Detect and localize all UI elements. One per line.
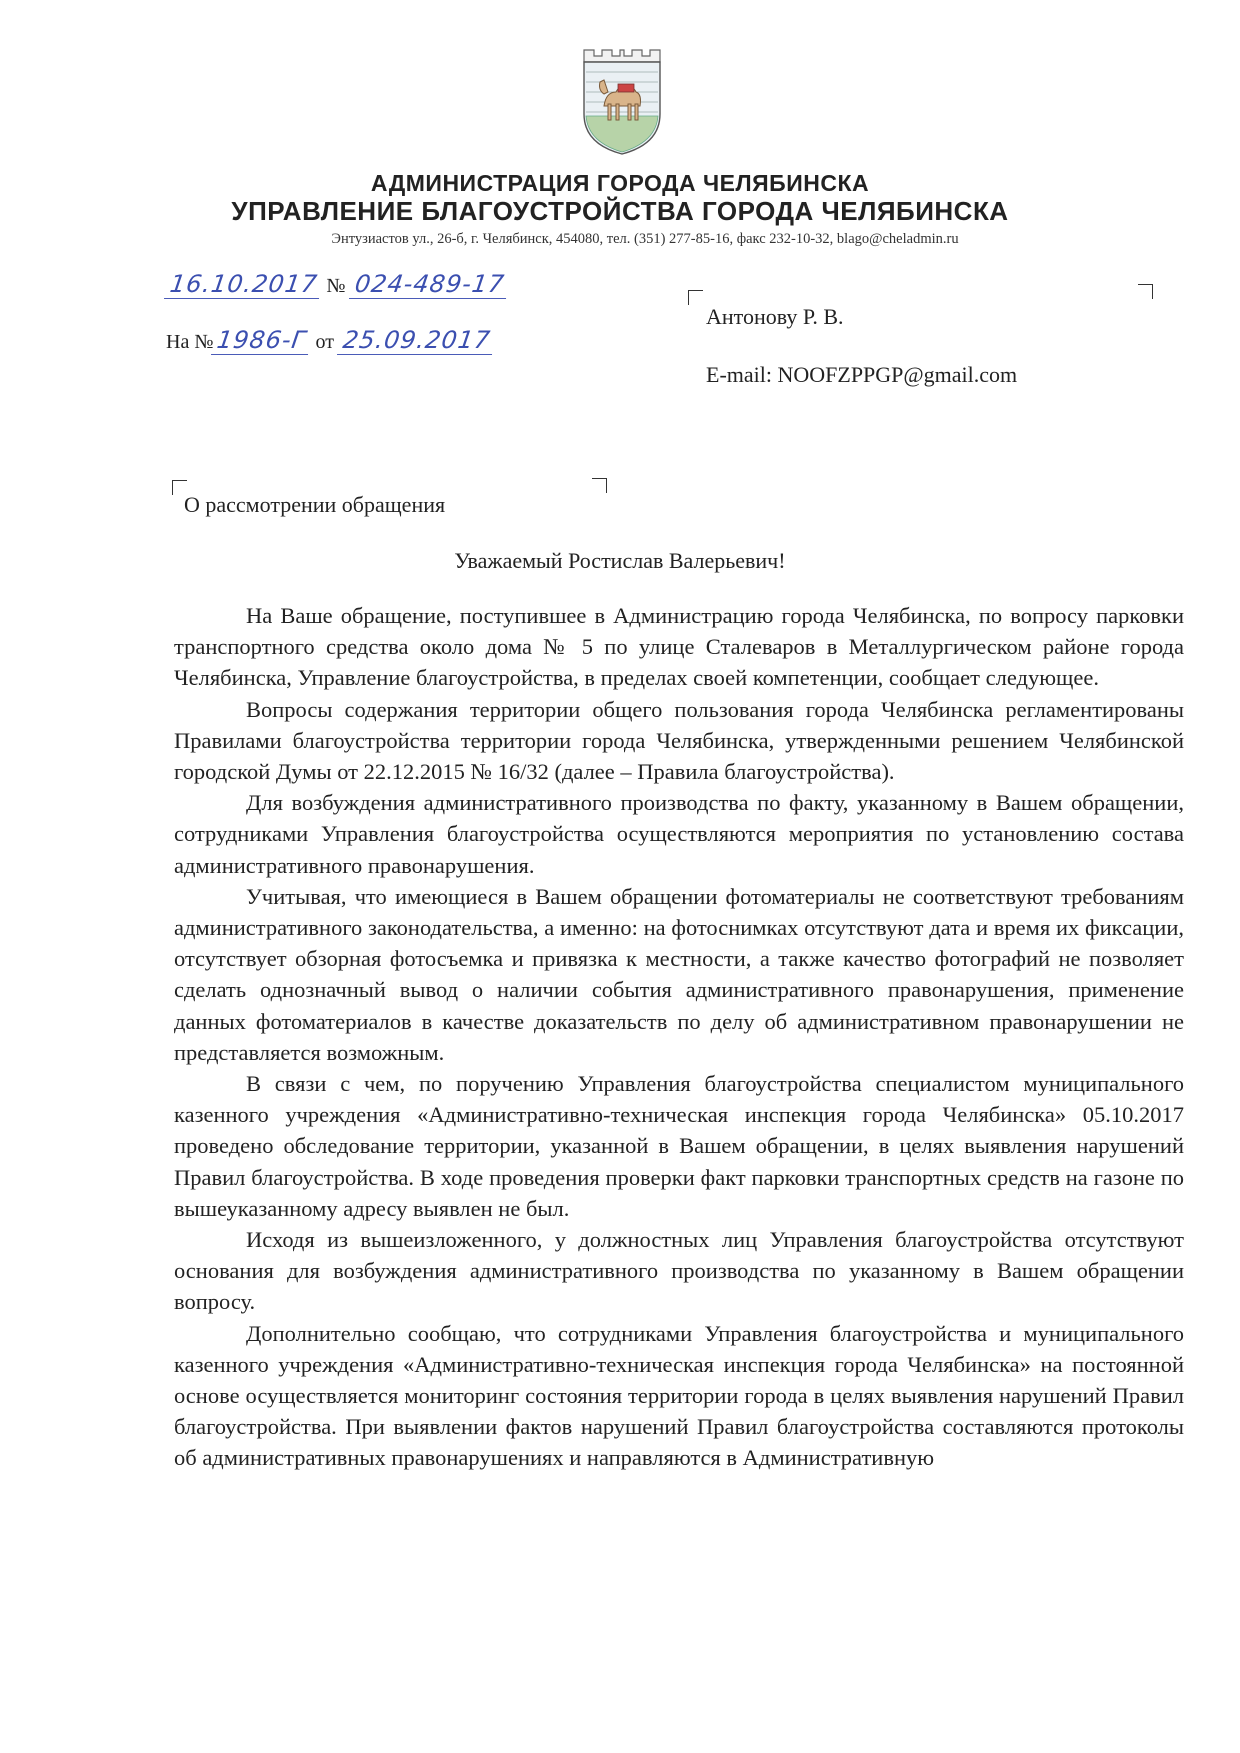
outgoing-reference bbox=[166, 270, 508, 299]
department-name: УПРАВЛЕНИЕ БЛАГОУСТРОЙСТВА ГОРОДА ЧЕЛЯБИНСКА bbox=[231, 196, 1009, 226]
number-label: № bbox=[326, 275, 346, 297]
coat-of-arms-icon bbox=[576, 44, 668, 158]
paragraph-7: Дополнительно сообщаю, что сотрудниками Управления благоустройства и муниципального казенного учреждения «Административно-техническая инспекция города Челябинска» на постоянной основе осуществляется мониторинг состояния территории города в целях выявления нарушений Правил благоустройства. При выявлении фактов нарушений Правил благоустройства составляются протоколы об административных правонарушениях и направляются в Административную bbox=[174, 1320, 1184, 1471]
recipient-email: E-mail: NOOFZPPGP@gmail.com bbox=[706, 362, 1018, 387]
paragraph-6: Исходя из вышеизложенного, у должностных лиц Управления благоустройства отсутствуют основания для возбуждения административного производства по указанному в Вашем обращении вопросу. bbox=[174, 1227, 1184, 1315]
recipient-corner-left bbox=[688, 290, 703, 305]
paragraph-4: Учитывая, что имеющиеся в Вашем обращении фотоматериалы не соответствуют требованиям административного законодательства, а именно: на фотоснимках отсутствуют дата и время их фиксации, отсутствует обзорная фотосъемка и привязка к местности, а также качество фотографий не позволяет сделать однозначный вывод о наличии события административного правонарушения, применение данных фотоматериалов в качестве доказательств по делу об административном правонарушении не представляется возможным. bbox=[174, 883, 1184, 1065]
outgoing-number: 024-489-17 bbox=[348, 270, 510, 299]
organization-name: АДМИНИСТРАЦИЯ ГОРОДА ЧЕЛЯБИНСКА bbox=[370, 170, 870, 196]
paragraph-1: На Ваше обращение, поступившее в Администрацию города Челябинска, по вопросу парковки транспортного средства около дома № 5 по улице Сталеваров в Металлургическом районе города Челябинска, Управление благоустройства, в пределах своей компетенции, сообщает следующее. bbox=[174, 603, 1184, 691]
date-label: от bbox=[315, 331, 334, 353]
outgoing-date: 16.10.2017 bbox=[164, 270, 323, 299]
subject-corner-right bbox=[592, 478, 607, 493]
incoming-prefix: На № bbox=[166, 331, 214, 353]
incoming-date: 25.09.2017 bbox=[337, 326, 496, 355]
incoming-reference bbox=[166, 326, 494, 355]
paragraph-3: Для возбуждения административного производства по факту, указанному в Вашем обращении, сотрудниками Управления благоустройства осуществляются мероприятия по установлению состава административного правонарушения. bbox=[174, 790, 1184, 878]
paragraph-2: Вопросы содержания территории общего пользования города Челябинска регламентированы Правилами благоустройства территории города Челябинска, утвержденными решением Челябинской городской Думы от 22.12.2015 № 16/32 (далее – Правила благоустройства). bbox=[174, 696, 1184, 785]
contact-line: Энтузиастов ул., 26-б, г. Челябинск, 454080, тел. (351) 277-85-16, факс 232-10-32, blago@cheladmin.ru bbox=[331, 231, 959, 247]
paragraph-5: В связи с чем, по поручению Управления благоустройства специалистом муниципального казенного учреждения «Административно-техническая инспекция города Челябинска» 05.10.2017 проведено обследование территории, указанной в Вашем обращении, в целях выявления нарушений Правил благоустройства. В ходе проведения проверки факт парковки транспортных средств на газоне по вышеуказанному адресу выявлен не был. bbox=[174, 1071, 1184, 1221]
subject-line: О рассмотрении обращения bbox=[184, 492, 446, 517]
letter-body bbox=[174, 600, 1184, 1474]
recipient-corner-right bbox=[1138, 284, 1153, 299]
incoming-number: 1986-Г bbox=[211, 326, 312, 355]
salutation: Уважаемый Ростислав Валерьевич! bbox=[454, 548, 786, 573]
recipient-name: Антонову Р. В. bbox=[706, 304, 844, 329]
